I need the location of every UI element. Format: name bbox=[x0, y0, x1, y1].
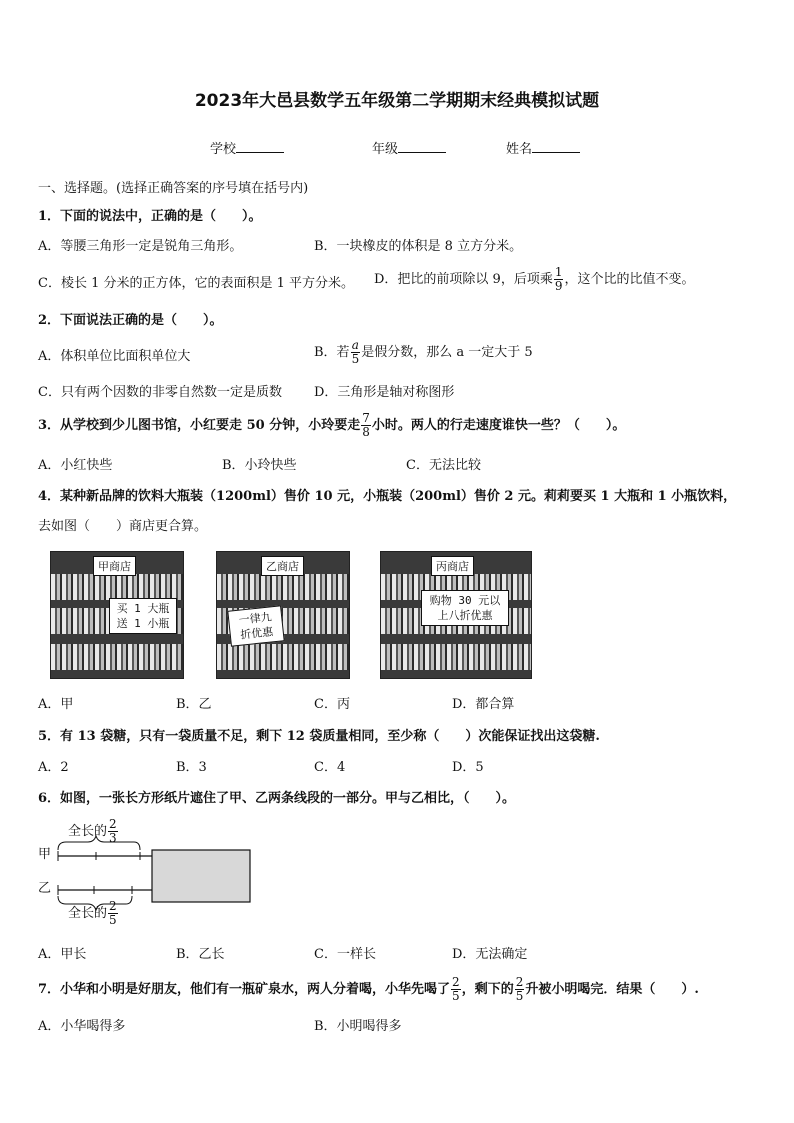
q5-stem: 5．有 13 袋糖，只有一袋质量不足，剩下 12 袋质量相同，至少称（ ）次能保证找出这袋糖. bbox=[38, 729, 600, 744]
q1-option-d[interactable] bbox=[374, 266, 694, 293]
q2-b-text: B．若 bbox=[314, 345, 350, 360]
q2-option-b[interactable] bbox=[314, 339, 533, 366]
q2-b-text-end: 是假分数，那么 a 一定大于 5 bbox=[361, 345, 533, 360]
jia-length-label bbox=[68, 818, 119, 845]
denominator: 8 bbox=[362, 425, 370, 439]
q7-stem-text-mid: ，剩下的 bbox=[461, 982, 514, 997]
numerator: a bbox=[351, 338, 359, 352]
denominator: 9 bbox=[554, 279, 563, 293]
school-label: 学校 bbox=[210, 142, 237, 157]
q3-stem bbox=[38, 412, 625, 439]
q4-stem-line2: 去如图（ ）商店更合算。 bbox=[38, 519, 208, 534]
q1-option-c[interactable]: C．棱长 1 分米的正方体，它的表面积是 1 平方分米。 bbox=[38, 276, 355, 291]
q3-option-b[interactable]: B．小玲快些 bbox=[222, 458, 297, 473]
q4-option-d[interactable]: D．都合算 bbox=[452, 697, 515, 712]
q1-option-a[interactable]: A．等腰三角形一定是锐角三角形。 bbox=[38, 239, 243, 254]
name-blank[interactable] bbox=[532, 140, 580, 153]
shop-name-sign: 乙商店 bbox=[261, 556, 304, 576]
q5-option-b[interactable]: B．3 bbox=[176, 760, 207, 775]
q7-stem-text-end: 升被小明喝完．结果（ ）. bbox=[525, 982, 699, 997]
q5-option-c[interactable]: C．4 bbox=[314, 760, 346, 775]
q4-option-a[interactable]: A．甲 bbox=[38, 697, 74, 712]
q2-stem: 2．下面说法正确的是（ ）。 bbox=[38, 313, 223, 328]
grade-field[interactable] bbox=[372, 140, 446, 159]
q1-d-text: D．把比的前项除以 9，后项乘 bbox=[374, 272, 553, 287]
label-text: 全长的 bbox=[68, 824, 108, 839]
grade-blank[interactable] bbox=[398, 140, 446, 153]
q2-option-c[interactable]: C．只有两个因数的非零自然数一定是质数 bbox=[38, 385, 282, 400]
jia-label: 甲 bbox=[38, 847, 52, 862]
numerator: 2 bbox=[109, 817, 117, 831]
q6-option-a[interactable]: A．甲长 bbox=[38, 947, 87, 962]
q6-option-d[interactable]: D．无法确定 bbox=[452, 947, 528, 962]
numerator: 2 bbox=[452, 975, 460, 989]
shelf bbox=[51, 644, 183, 670]
q3-option-a[interactable]: A．小红快些 bbox=[38, 458, 113, 473]
q1-d-fraction bbox=[554, 266, 564, 293]
q7-option-a[interactable]: A．小华喝得多 bbox=[38, 1019, 126, 1034]
yi-length-label bbox=[68, 900, 119, 927]
q7-stem-text: 7．小华和小明是好朋友，他们有一瓶矿泉水，两人分着喝，小华先喝了 bbox=[38, 982, 451, 997]
promo-sign: 一律九 折优惠 bbox=[227, 605, 284, 646]
shelf bbox=[381, 644, 531, 670]
shop-name-sign: 丙商店 bbox=[431, 556, 474, 576]
q7-fraction-2 bbox=[515, 976, 525, 1003]
label-text: 全长的 bbox=[68, 906, 108, 921]
numerator: 1 bbox=[554, 265, 563, 279]
q1-option-b[interactable]: B．一块橡皮的体积是 8 立方分米。 bbox=[314, 239, 523, 254]
denominator: 5 bbox=[452, 989, 460, 1003]
shelf bbox=[217, 644, 349, 670]
q4-option-c[interactable]: C．丙 bbox=[314, 697, 350, 712]
shop-photo-bing bbox=[380, 551, 532, 679]
q3-stem-text: 3．从学校到少儿图书馆，小红要走 50 分钟，小玲要走 bbox=[38, 418, 361, 433]
q7-stem bbox=[38, 976, 699, 1003]
q5-option-a[interactable]: A．2 bbox=[38, 760, 69, 775]
cover-paper bbox=[152, 850, 250, 902]
q3-stem-text-end: 小时。两人的行走速度谁快一些？（ ）。 bbox=[371, 418, 626, 433]
shop-photo-yi bbox=[216, 551, 350, 679]
q7-option-b[interactable]: B．小明喝得多 bbox=[314, 1019, 402, 1034]
numerator: 2 bbox=[515, 975, 524, 989]
promo-sign: 买 1 大瓶 送 1 小瓶 bbox=[109, 598, 177, 634]
q7-fraction-1 bbox=[451, 976, 461, 1003]
numerator: 2 bbox=[109, 899, 117, 913]
q1-stem: 1．下面的说法中，正确的是（ ）。 bbox=[38, 209, 262, 224]
q2-b-fraction bbox=[351, 339, 361, 366]
shop-photo-jia bbox=[50, 551, 184, 679]
shelf bbox=[217, 574, 349, 600]
name-field[interactable] bbox=[506, 140, 580, 159]
name-label: 姓名 bbox=[506, 142, 533, 157]
q2-option-d[interactable]: D．三角形是轴对称图形 bbox=[314, 385, 455, 400]
yi-label: 乙 bbox=[38, 881, 52, 896]
shop-name-sign: 甲商店 bbox=[93, 556, 136, 576]
q6-option-c[interactable]: C．一样长 bbox=[314, 947, 376, 962]
q3-fraction bbox=[361, 412, 371, 439]
school-field[interactable] bbox=[210, 140, 284, 159]
q3-option-c[interactable]: C．无法比较 bbox=[406, 458, 481, 473]
promo-sign: 购物 30 元以 上八折优惠 bbox=[421, 590, 509, 626]
q4-option-b[interactable]: B．乙 bbox=[176, 697, 212, 712]
denominator: 5 bbox=[109, 913, 117, 927]
denominator: 5 bbox=[515, 989, 524, 1003]
q6-option-b[interactable]: B．乙长 bbox=[176, 947, 225, 962]
numerator: 7 bbox=[362, 411, 370, 425]
denominator: 3 bbox=[109, 831, 117, 845]
denominator: 5 bbox=[351, 352, 360, 366]
q5-option-d[interactable]: D．5 bbox=[452, 760, 484, 775]
fraction bbox=[108, 818, 118, 845]
q6-stem: 6．如图，一张长方形纸片遮住了甲、乙两条线段的一部分。甲与乙相比，（ ）。 bbox=[38, 791, 516, 806]
section-heading: 一、选择题。(选择正确答案的序号填在括号内) bbox=[38, 181, 309, 196]
school-blank[interactable] bbox=[236, 140, 284, 153]
fraction bbox=[108, 900, 118, 927]
q2-option-a[interactable]: A．体积单位比面积单位大 bbox=[38, 349, 191, 364]
grade-label: 年级 bbox=[372, 142, 399, 157]
q4-stem-line1: 4．某种新品牌的饮料大瓶装（1200ml）售价 10 元，小瓶装（200ml）售价 2 元。莉莉要买 1 大瓶和 1 小瓶饮料， bbox=[38, 489, 737, 504]
shelf bbox=[51, 574, 183, 600]
q1-d-text-end: ，这个比的比值不变。 bbox=[564, 272, 695, 287]
page-title: 2023年大邑县数学五年级第二学期期末经典模拟试题 bbox=[194, 91, 600, 111]
